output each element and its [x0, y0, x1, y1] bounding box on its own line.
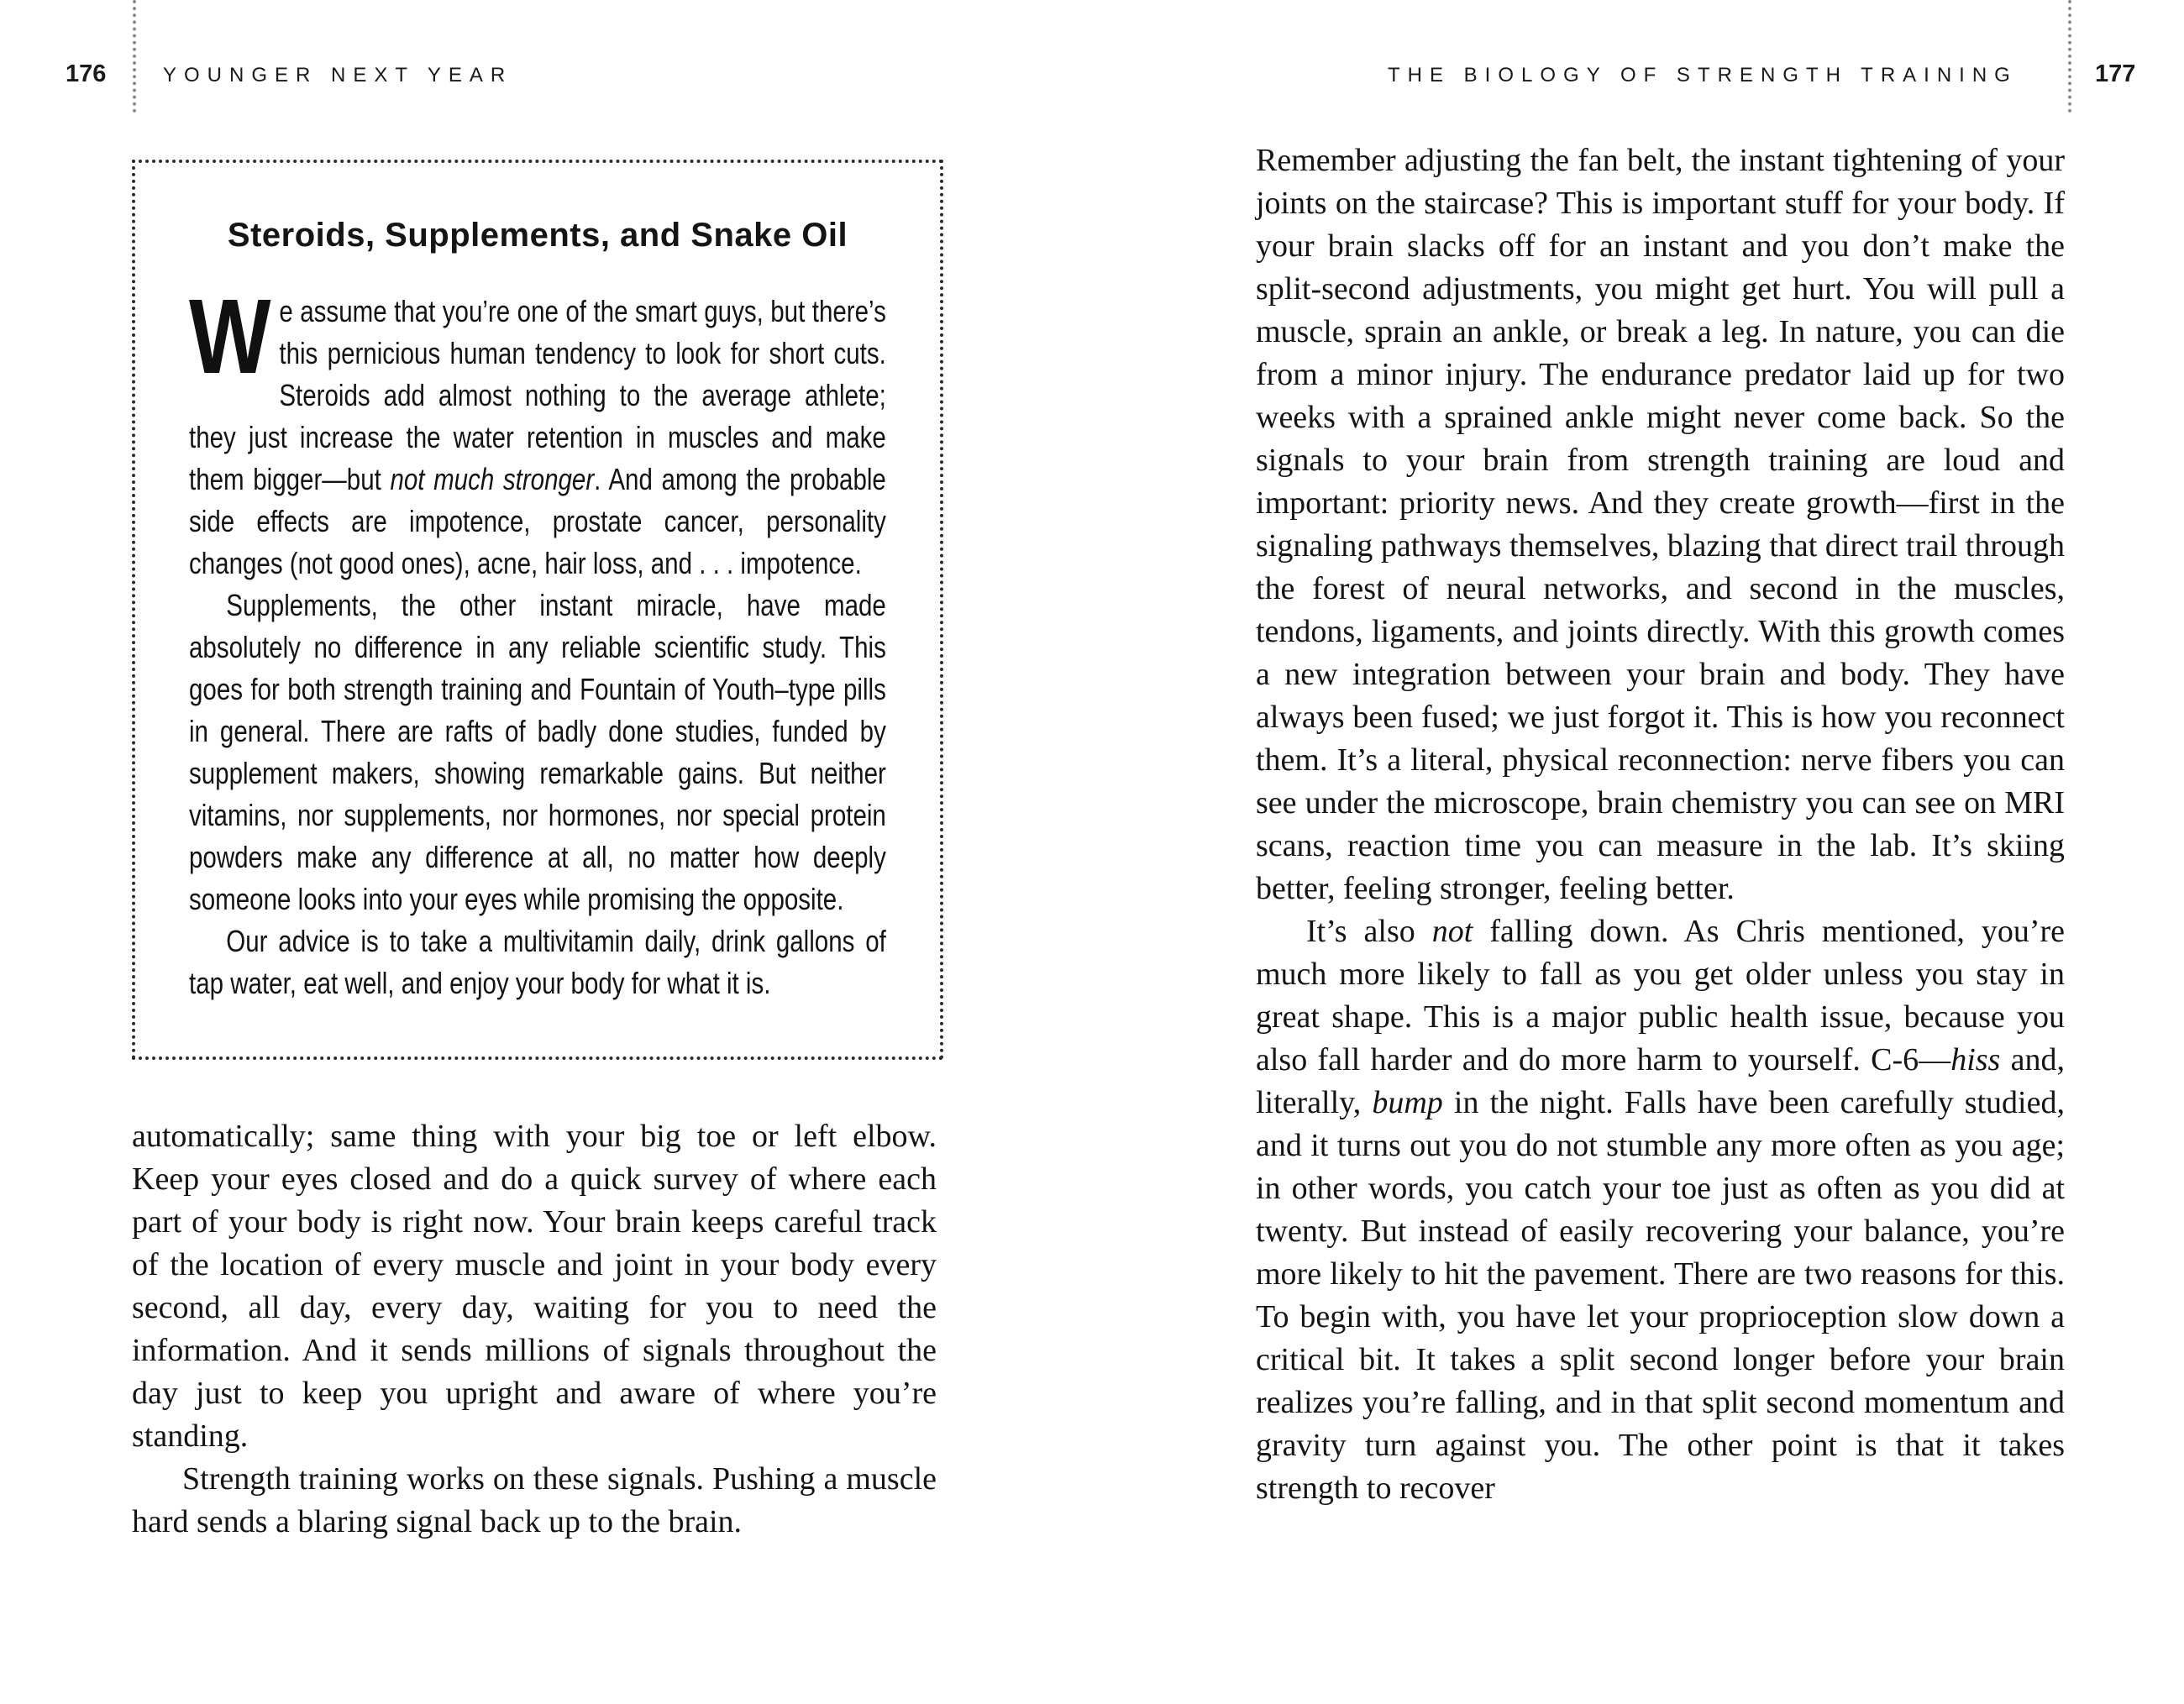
body-paragraph: It’s also not falling down. As Chris mentioned, you’re much more likely to fall as you get older unless you stay in great shape. This is a major public health issue, because you also fall harder and do more harm to yourself. C-6—hiss and, literally, bump in the night. Falls have been carefully studied, and it turns out you do not stumble any more often as you age; in other words, you catch your toe just as often as you did at twenty. But instead of easily recovering your balance, you’re more likely to hit the pavement. There are two reasons for this. To begin with, you have let your proprioception slow down a critical bit. It takes a split second longer before your brain realizes you’re falling, and in that split second momentum and gravity turn against you. The other point is that it takes strength to recover: [1256, 914, 2065, 1506]
box-paragraph: [189, 277, 886, 585]
right-header-divider: [2068, 0, 2071, 113]
body-paragraph: Remember adjusting the fan belt, the instant tightening of your joints on the staircase? This is important stuff for your body. If your brain slacks off for an instant and you don’t make the split-second adjustments, you might get hurt. You will pull a muscle, sprain an ankle, or break a leg. In nature, you can die from a minor injury. The endurance predator laid up for two weeks with a sprained ankle might never come back. So the signals to your brain from strength training are loud and important: priority news. And they create growth—first in the signaling pathways themselves, blazing that direct trail through the forest of neural networks, and second in the muscles, tendons, ligaments, and joints directly. With this growth comes a new integration between your brain and body. They have always been fused; we just forgot it. This is how you reconnect them. It’s a literal, physical reconnection: nerve fibers you can see under the microscope, brain chemistry you can see on MRI scans, reaction time you can measure in the lab. It’s skiing better, feeling stronger, feeling better.: [1256, 143, 2065, 906]
left-header-divider: [133, 0, 136, 113]
left-running-head: YOUNGER NEXT YEAR: [163, 64, 513, 87]
left-page-number: 176: [66, 60, 107, 87]
sidebar-box-title: Steroids, Supplements, and Snake Oil: [227, 217, 848, 254]
right-page-number: 177: [2095, 60, 2136, 87]
left-page-body: [132, 1115, 937, 1544]
right-page-body: [1256, 139, 2065, 1510]
box-paragraph: Our advice is to take a multivitamin daily, drink gallons of tap water, eat well, and enjoy your body for what it is.: [189, 924, 886, 1000]
sidebar-box: [132, 160, 943, 1060]
right-running-head: THE BIOLOGY OF STRENGTH TRAINING: [1388, 64, 2018, 87]
body-paragraph: Strength training works on these signals. Pushing a muscle hard sends a blaring signal back up to the brain.: [132, 1461, 937, 1539]
box-paragraph: Supplements, the other instant miracle, have made absolutely no difference in any reliable scientific study. This goes for both strength training and Fountain of Youth–type pills in general. There are rafts of badly done studies, funded by supplement makers, showing remarkable gains. But neither vitamins, nor supplements, nor hormones, nor special protein powders make any difference at all, no matter how deeply someone looks into your eyes while promising the opposite.: [189, 588, 886, 916]
body-paragraph: automatically; same thing with your big toe or left elbow. Keep your eyes closed and do a quick survey of where each part of your body is right now. Your brain keeps careful track of the location of every muscle and joint in your body every second, all day, every day, waiting for you to need the information. And it sends millions of signals throughout the day just to keep you upright and aware of where you’re standing.: [132, 1119, 937, 1454]
drop-cap: W: [189, 277, 271, 396]
box-paragraph-text: e assume that you’re one of the smart guys, but there’s this pernicious human tendency to look for short cuts. Steroids add almost nothing to the average athlete; they just increase the water retention in muscles and make them bigger—but not much stronger. And among the probable side effects are impotence, prostate cancer, personality changes (not good ones), acne, hair loss, and . . . impotence.: [189, 294, 886, 580]
sidebar-box-body: [189, 277, 886, 1004]
